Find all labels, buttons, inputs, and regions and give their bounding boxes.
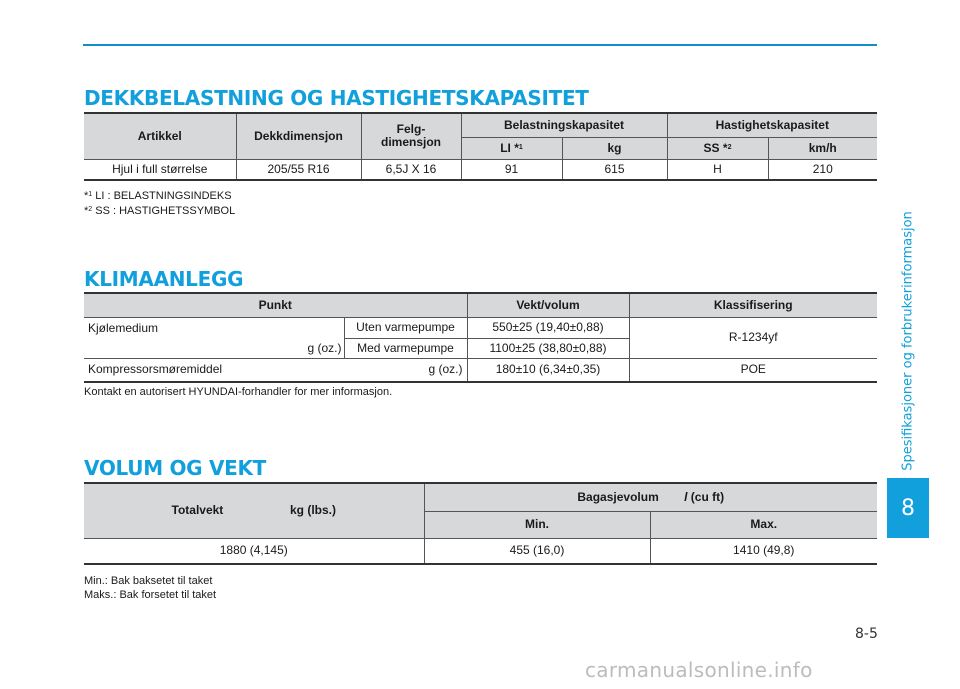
cell-totalvekt: 1880 (4,145): [84, 538, 424, 564]
totalvekt-unit: kg (lbs.): [289, 503, 336, 518]
header-kmh: km/h: [768, 137, 877, 159]
cell-kmh: 210: [768, 159, 877, 180]
tire-section-title: DEKKBELASTNING OG HASTIGHETSKAPASITET: [84, 86, 589, 110]
header-ss-sup: 2: [727, 143, 732, 151]
volum-section-title: VOLUM OG VEKT: [84, 456, 267, 480]
klima-table: [84, 292, 877, 383]
bagasje-label: Bagasjevolum: [577, 489, 659, 504]
chapter-side-label: Spesifikasjoner og forbrukerinformasjon: [900, 211, 916, 471]
footnote-ss-text: SS : HASTIGHETSSYMBOL: [92, 205, 236, 217]
cell-kompressor-value: 180±10 (6,34±0,35): [467, 358, 629, 382]
header-li-sup: 1: [518, 143, 523, 151]
tire-table: [84, 112, 877, 181]
cell-r1234yf: R-1234yf: [629, 317, 877, 358]
volum-note-min: Min.: Bak baksetet til taket: [84, 575, 213, 587]
bagasje-liter: l: [684, 489, 688, 504]
footnote-li-text: LI : BELASTNINGSINDEKS: [92, 190, 232, 202]
cell-uten-value: 550±25 (19,40±0,88): [467, 317, 629, 338]
header-li-text: LI *: [500, 140, 519, 155]
header-artikkel: Artikkel: [84, 113, 236, 159]
header-belastningskapasitet: Belastningskapasitet: [461, 113, 667, 137]
header-punkt: Punkt: [84, 293, 467, 317]
footnote-ss: [84, 204, 235, 218]
header-vekt-volum: Vekt/volum: [467, 293, 629, 317]
kompressor-label: Kompressorsmøremiddel: [88, 362, 223, 377]
header-dekkdimensjon: Dekkdimensjon: [236, 113, 361, 159]
cell-ss: H: [667, 159, 768, 180]
footnote-li-mark: *: [84, 190, 89, 202]
chapter-tab: 8: [887, 478, 929, 538]
totalvekt-label: Totalvekt: [171, 503, 224, 518]
kjolemedium-unit: g (oz.): [307, 340, 342, 355]
page-number: 8-5: [855, 626, 878, 642]
cell-uten-varmepumpe: Uten varmepumpe: [344, 317, 467, 338]
kompressor-unit: g (oz.): [428, 362, 463, 377]
table-row: [84, 538, 877, 564]
bagasje-unit: (cu ft): [687, 489, 725, 504]
header-totalvekt: [84, 483, 424, 538]
cell-artikkel: Hjul i full størrelse: [84, 159, 236, 180]
volum-note-max: Maks.: Bak forsetet til taket: [84, 589, 217, 601]
cell-max: 1410 (49,8): [650, 538, 877, 564]
cell-poe: POE: [629, 358, 877, 382]
cell-kg: 615: [562, 159, 667, 180]
footnote-ss-sup: 2: [88, 206, 93, 213]
watermark: carmanualsonline.info: [585, 658, 813, 682]
volum-table: [84, 482, 877, 565]
header-li: [461, 137, 562, 159]
footnote-li-sup: 1: [88, 191, 93, 198]
footnote-ss-mark: *: [84, 205, 89, 217]
header-max: Max.: [650, 511, 877, 538]
header-klassifisering: Klassifisering: [629, 293, 877, 317]
cell-dekkdimensjon: 205/55 R16: [236, 159, 361, 180]
cell-kjolemedium: [84, 317, 344, 358]
cell-felg: 6,5J X 16: [361, 159, 461, 180]
kjolemedium-label: Kjølemedium: [88, 320, 159, 335]
header-ss-text: SS *: [703, 140, 728, 155]
header-ss: [667, 137, 768, 159]
cell-med-value: 1100±25 (38,80±0,88): [467, 338, 629, 358]
footnote-li: [84, 189, 232, 203]
cell-min: 455 (16,0): [424, 538, 650, 564]
klima-section-title: KLIMAANLEGG: [84, 267, 244, 291]
table-row: [84, 317, 877, 338]
header-hastighetskapasitet: Hastighetskapasitet: [667, 113, 877, 137]
header-felgdimensjon: Felg- dimensjon: [361, 113, 461, 159]
top-rule: [83, 44, 877, 46]
header-bagasjevolum: [424, 483, 877, 511]
table-row: [84, 358, 877, 382]
cell-kompressor: [84, 358, 467, 382]
klima-note: Kontakt en autorisert HYUNDAI-forhandler for mer informasjon.: [84, 386, 393, 398]
header-kg: kg: [562, 137, 667, 159]
cell-li: 91: [461, 159, 562, 180]
header-min: Min.: [424, 511, 650, 538]
table-row: [84, 159, 877, 180]
cell-med-varmepumpe: Med varmepumpe: [344, 338, 467, 358]
